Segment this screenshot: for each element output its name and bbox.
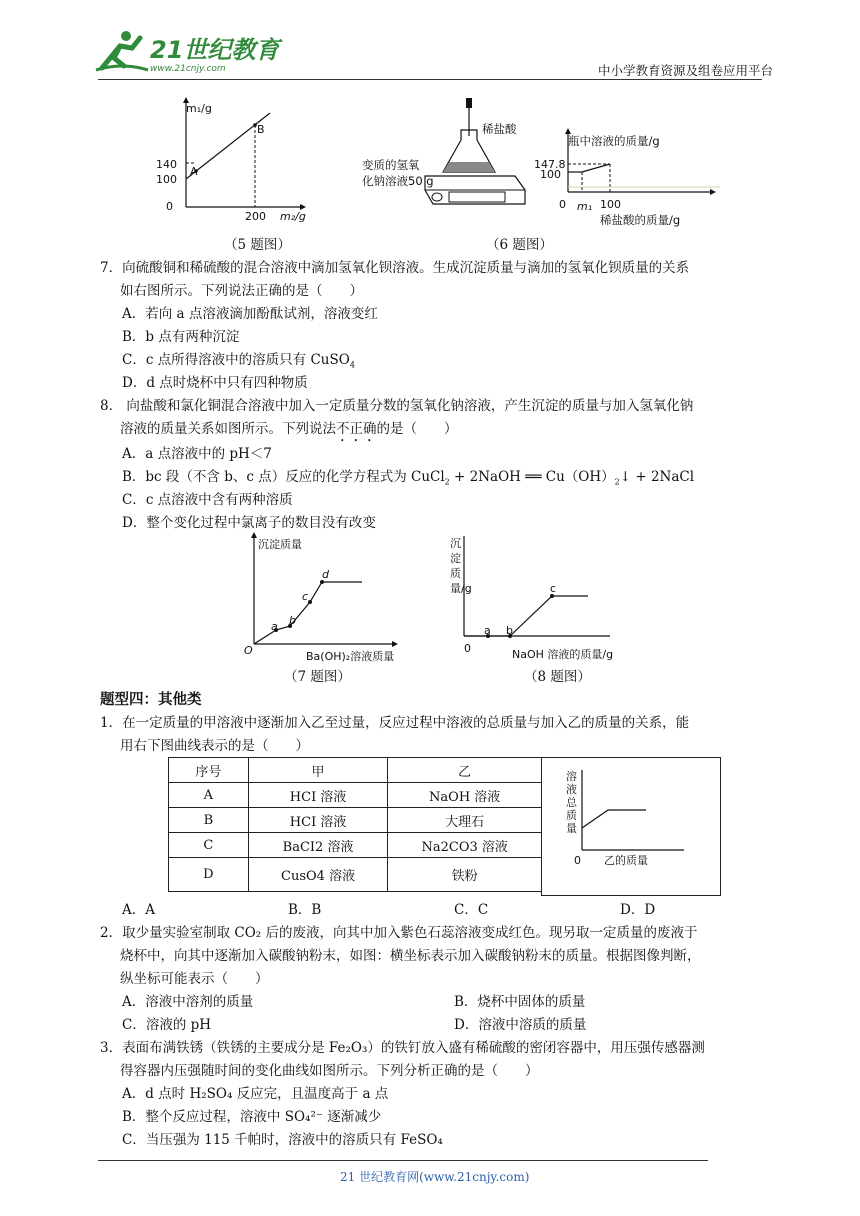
q2-stem-line3: 纵坐标可能表示（ ） — [120, 971, 269, 987]
col-header: 甲 — [248, 758, 388, 783]
logo-url: www.21cnjy.com — [150, 64, 226, 74]
fig5-x200: 200 — [245, 210, 266, 223]
q1-graph-xlabel: 乙的质量 — [604, 854, 648, 867]
fig5-xlabel: m₂/g — [280, 210, 306, 223]
q1-graph-ylabel: 溶液总质量 — [566, 770, 577, 835]
q1-graph — [574, 766, 694, 866]
col-header: 序号 — [169, 758, 249, 783]
q3-stem-line1: 3．表面布满铁锈（铁锈的主要成分是 Fe₂O₃）的铁钉放入盛有稀硫酸的密闭容器中，用压强传感器测 — [100, 1040, 705, 1056]
fig7-xlabel: Ba(OH)₂溶液质量 — [306, 650, 395, 663]
header-right-title: 中小学教育资源及组卷应用平台 — [598, 63, 774, 78]
fig7-ylabel: 沉淀质量 — [258, 538, 302, 551]
fig8-point-b: b — [506, 624, 513, 637]
fig6-m1: m₁ — [577, 200, 593, 213]
fig8-ylabel: 沉淀质量/g — [450, 537, 472, 595]
fig6-acid-label: 稀盐酸 — [482, 122, 517, 136]
table-cell: A — [169, 783, 249, 808]
q3-stem-line2: 得容器内压强随时间的变化曲线如图所示。下列分析正确的是（ ） — [120, 1063, 539, 1079]
q1-option-a[interactable]: A．A — [122, 902, 155, 918]
fig8-origin: 0 — [464, 642, 471, 655]
q2-stem-line2: 烧杯中，向其中逐渐加入碳酸钠粉末，如图：横坐标表示加入碳酸钠粉末的质量。根据图像判断， — [120, 948, 701, 964]
fig6-xlabel: 稀盐酸的质量/g — [600, 213, 681, 227]
table-cell: Na2CO3 溶液 — [388, 833, 542, 858]
fig5-origin: 0 — [166, 200, 173, 213]
table-cell: C — [169, 833, 249, 858]
fig8-caption: （8 题图） — [524, 669, 591, 685]
fig7-point-d: d — [322, 568, 329, 581]
q7-option-c[interactable]: C．c 点所得溶液中的溶质只有 CuSO$_4$ — [122, 352, 355, 370]
table-cell: 铁粉 — [388, 858, 542, 892]
fig8-xlabel: NaOH 溶液的质量/g — [512, 648, 614, 661]
table-cell: NaOH 溶液 — [388, 783, 542, 808]
table-row — [169, 858, 542, 892]
table-header-row — [169, 758, 542, 783]
fig6-sample-line2: 化钠溶液50 g — [362, 174, 434, 188]
fig6-sample-line1: 变质的氢氧 — [362, 158, 420, 172]
fig6-ylabel: 瓶中溶液的质量/g — [568, 134, 660, 148]
fig5-y140: 140 — [156, 158, 177, 171]
fig8-point-a: a — [484, 624, 491, 637]
q1-option-d[interactable]: D．D — [620, 902, 656, 918]
table-cell: BaCI2 溶液 — [248, 833, 388, 858]
q2-option-a[interactable]: A．溶液中溶剂的质量 — [122, 994, 254, 1010]
q8-option-c[interactable]: C．c 点溶液中含有两种溶质 — [122, 492, 293, 508]
table-cell: CusO4 溶液 — [248, 858, 388, 892]
fig8-graph — [448, 532, 618, 652]
fig6-y1478: 147.8 — [534, 158, 566, 171]
fig5-y100: 100 — [156, 173, 177, 186]
logo-icon — [92, 28, 152, 74]
table-cell: 大理石 — [388, 808, 542, 833]
fig6-apparatus — [415, 96, 535, 218]
header-divider — [98, 79, 762, 80]
q8-option-b[interactable]: B．bc 段（不含 b、c 点）反应的化学方程式为 CuCl$_2$ + 2NaOH ══ $Cu(OH)_2↓$ + 2NaCl — [122, 469, 695, 487]
q8-stem-line2: 溶液的质量关系如图所示。下列说法不正确的是（ ） — [120, 421, 458, 437]
q3-option-c[interactable]: C．当压强为 115 千帕时，溶液中的溶质只有 FeSO₄ — [122, 1132, 443, 1148]
fig7-point-a: a — [271, 620, 278, 633]
fig7-point-c: c — [302, 590, 309, 603]
col-header: 乙 — [388, 758, 542, 783]
q1-option-b[interactable]: B．B — [288, 902, 322, 918]
table-row — [169, 783, 542, 808]
table-cell: B — [169, 808, 249, 833]
q2-option-b[interactable]: B．烧杯中固体的质量 — [454, 994, 586, 1010]
q7-option-d[interactable]: D．d 点时烧杯中只有四种物质 — [122, 375, 308, 391]
fig5-caption: （5 题图） — [224, 237, 291, 253]
table-cell: D — [169, 858, 249, 892]
q3-option-b[interactable]: B．整个反应过程，溶液中 SO₄²⁻ 逐渐减少 — [122, 1109, 382, 1125]
table-row — [169, 808, 542, 833]
q2-stem-line1: 2．取少量实验室制取 CO₂ 后的废液，向其中加入紫色石蕊溶液变成红色。现另取一定质量的废液于 — [100, 925, 698, 941]
q7-option-b[interactable]: B．b 点有两种沉淀 — [122, 329, 240, 345]
q8-stem-line1: 8． 向盐酸和氯化铜混合溶液中加入一定质量分数的氢氧化钠溶液，产生沉淀的质量与加入氢氧化钠 — [100, 398, 694, 414]
fig6-caption: （6 题图） — [486, 237, 553, 253]
table-cell: HCI 溶液 — [248, 808, 388, 833]
footer-divider — [98, 1160, 708, 1161]
table-row — [169, 833, 542, 858]
q3-option-a[interactable]: A．d 点时 H₂SO₄ 反应完，且温度高于 a 点 — [122, 1086, 389, 1102]
q7-stem-line2: 如右图所示。下列说法正确的是（ ） — [120, 283, 363, 299]
q7-stem-line1: 7．向硫酸铜和稀硫酸的混合溶液中滴加氢氧化钡溶液。生成沉淀质量与滴加的氢氧化钡质量的关系 — [100, 260, 690, 276]
fig8-point-c: c — [550, 582, 557, 595]
section-title: 题型四：其他类 — [100, 691, 202, 708]
fig5-point-a: A — [190, 165, 198, 178]
fig5-point-b: B — [257, 123, 265, 136]
q7-option-a[interactable]: A．若向 a 点溶液滴加酚酞试剂，溶液变红 — [122, 306, 378, 322]
q2-option-c[interactable]: C．溶液的 pH — [122, 1017, 212, 1033]
fig6-origin: 0 — [559, 198, 566, 211]
fig5-ylabel: m₁/g — [186, 102, 212, 115]
q1-table — [168, 757, 542, 892]
q1-option-c[interactable]: C．C — [454, 902, 489, 918]
q1-stem-line1: 1．在一定质量的甲溶液中逐渐加入乙至过量，反应过程中溶液的总质量与加入乙的质量的关系，能 — [100, 715, 690, 731]
logo-text: 21世纪教育 — [150, 36, 280, 64]
table-cell: HCI 溶液 — [248, 783, 388, 808]
q2-option-d[interactable]: D．溶液中溶质的质量 — [454, 1017, 587, 1033]
q8-option-a[interactable]: A．a 点溶液中的 pH＜7 — [122, 446, 272, 462]
fig7-point-b: b — [289, 614, 296, 627]
fig6-x100: 100 — [600, 198, 621, 211]
q1-stem-line2: 用右下图曲线表示的是（ ） — [120, 738, 309, 754]
footer-text[interactable]: 21 世纪教育网(www.21cnjy.com) — [340, 1170, 530, 1184]
fig7-caption: （7 题图） — [284, 669, 351, 685]
fig7-origin: O — [244, 644, 253, 657]
q1-graph-origin: 0 — [574, 854, 581, 867]
q8-option-d[interactable]: D．整个变化过程中氯离子的数目没有改变 — [122, 515, 376, 531]
fig6-y100: 100 — [540, 168, 561, 181]
